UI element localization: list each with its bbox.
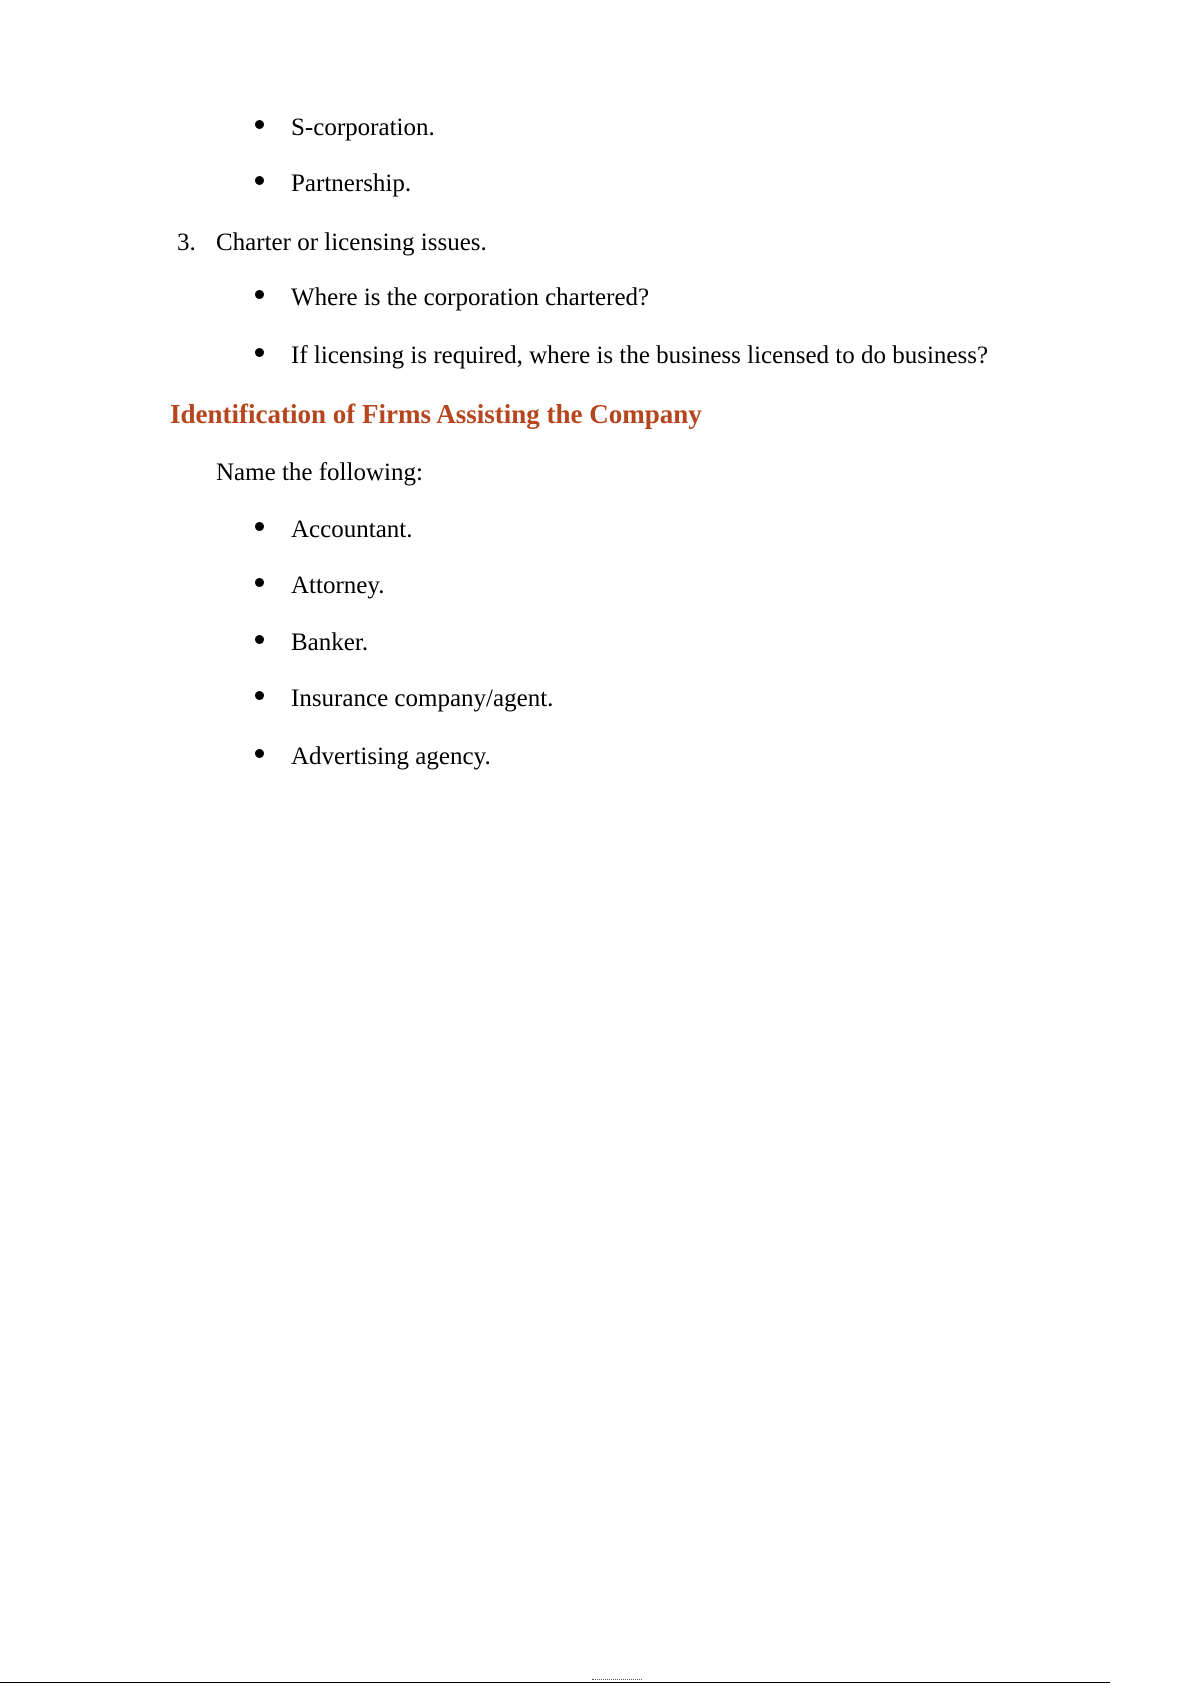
section-heading: Identification of Firms Assisting the Company — [170, 399, 702, 429]
list-item: Partnership. — [291, 170, 412, 197]
list-item: S-corporation. — [291, 114, 435, 141]
list-item: Where is the corporation chartered? — [291, 284, 650, 311]
page-break-mark — [592, 1679, 642, 1683]
bullet-icon — [255, 627, 264, 644]
intro-text: Name the following: — [216, 459, 423, 486]
bullet-icon — [255, 741, 264, 758]
bullet-icon — [255, 168, 264, 185]
bullet-icon — [255, 570, 264, 587]
list-item: If licensing is required, where is the business licensed to do business? — [291, 342, 989, 369]
list-item: Attorney. — [291, 572, 385, 599]
list-item: Accountant. — [291, 516, 413, 543]
bullet-icon — [255, 112, 264, 129]
list-item: Banker. — [291, 629, 369, 656]
list-item: Advertising agency. — [291, 743, 491, 770]
list-number: 3. — [177, 229, 196, 256]
bullet-icon — [255, 282, 264, 299]
list-item: Insurance company/agent. — [291, 685, 554, 712]
bullet-icon — [255, 514, 264, 531]
page-bottom-rule — [0, 1682, 1110, 1683]
bullet-icon — [255, 683, 264, 700]
section-item-title: Charter or licensing issues. — [216, 229, 487, 256]
bullet-icon — [255, 340, 264, 357]
